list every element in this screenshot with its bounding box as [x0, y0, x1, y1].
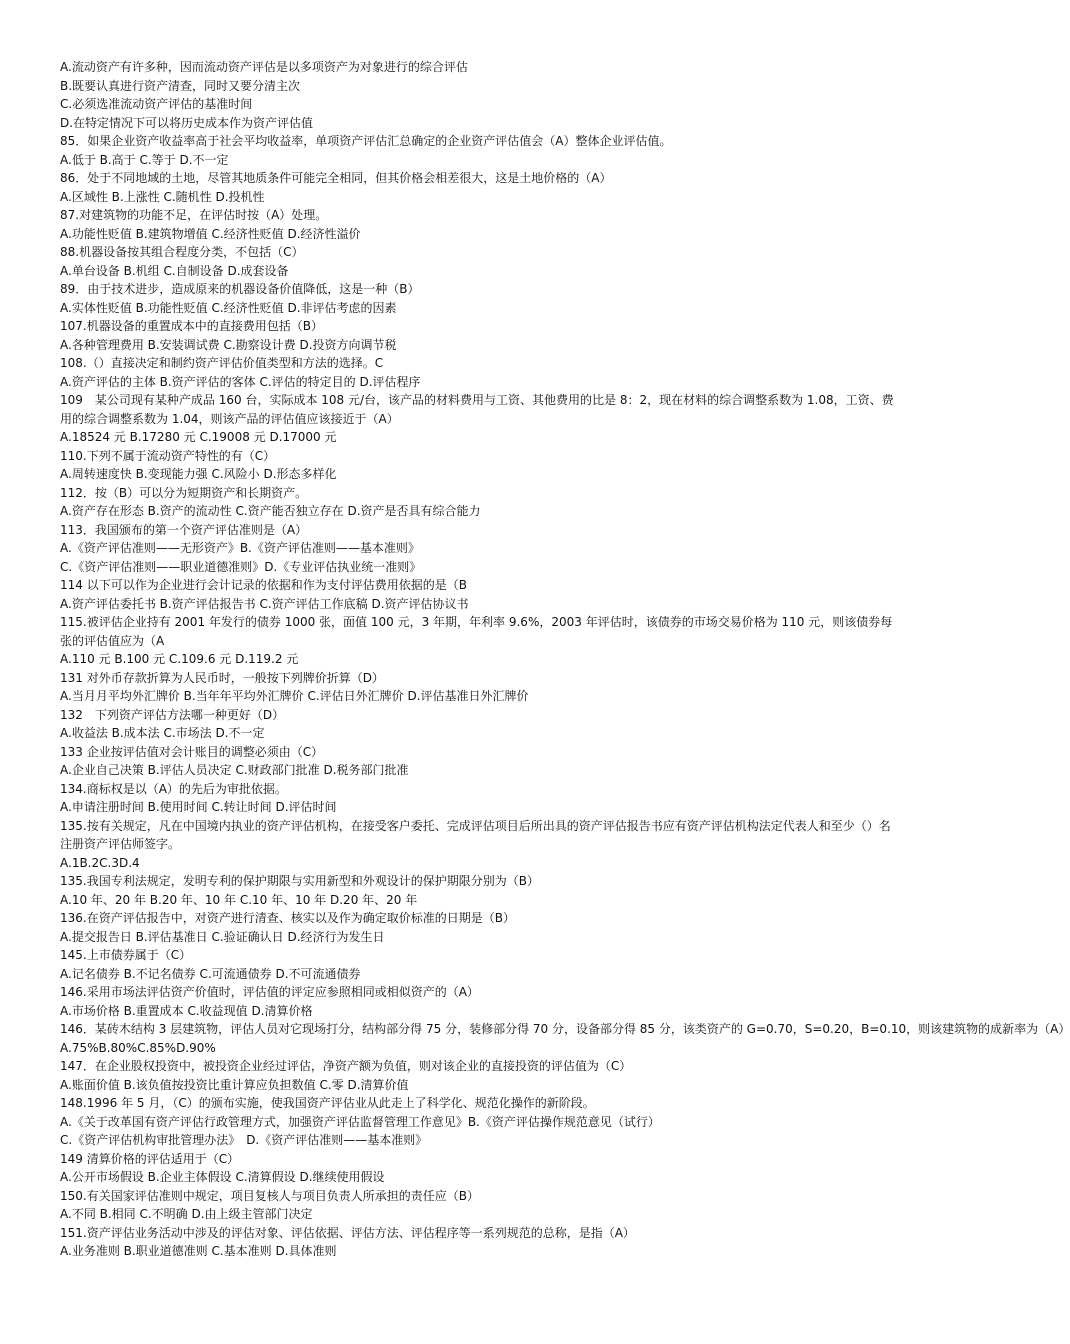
text-line: 110.下列不属于流动资产特性的有（C）: [60, 448, 276, 463]
text-line: 151.资产评估业务活动中涉及的评估对象、评估依据、评估方法、评估程序等一系列规范的总称，是指（A）: [60, 1225, 635, 1240]
text-line: A.《资产评估准则——无形资产》B.《资产评估准则——基本准则》: [60, 541, 420, 555]
text-line: 114 以下可以作为企业进行会计记录的依据和作为支付评估费用依据的是（B: [60, 578, 467, 592]
text-line: A.各种管理费用 B.安装调试费 C.勘察设计费 D.投资方向调节税: [60, 337, 397, 352]
text-line: A.单台设备 B.机组 C.自制设备 D.成套设备: [60, 263, 289, 278]
text-line: 133 企业按评估值对会计账目的调整必须由（C）: [60, 744, 324, 759]
text-line: A.公开市场假设 B.企业主体假设 C.清算假设 D.继续使用假设: [60, 1170, 385, 1184]
text-line: A.110 元 B.100 元 C.109.6 元 D.119.2 元: [60, 652, 299, 666]
text-line: A.提交报告日 B.评估基准日 C.验证确认日 D.经济行为发生日: [60, 929, 385, 944]
text-line: 115.被评估企业持有 2001 年发行的债券 1000 张，面值 100 元，3 年期，年利率 9.6%，2003 年评估时，该债券的市场交易价格为 110 元，则该债券每张的评估值应为（A: [60, 615, 893, 648]
text-line: 107.机器设备的重置成本中的直接费用包括（B）: [60, 319, 323, 333]
text-line: 135.按有关规定，凡在中国境内执业的资产评估机构，在接受客户委托、完成评估项目后所出具的资产评估报告书应有资产评估机构法定代表人和至少（）名注册资产评估师签字。: [60, 818, 891, 851]
text-line: 136.在资产评估报告中，对资产进行清查、核实以及作为确定取价标准的日期是（B）: [60, 911, 515, 925]
text-line: 131 对外币存款折算为人民币时，一般按下列牌价折算（D）: [60, 670, 384, 685]
document-page: [60, 58, 1070, 1261]
text-line: A.业务准则 B.职业道德准则 C.基本准则 D.具体准则: [60, 1244, 337, 1258]
text-line: A.资产存在形态 B.资产的流动性 C.资产能否独立存在 D.资产是否具有综合能力: [60, 504, 481, 518]
text-line: 147．在企业股权投资中，被投资企业经过评估，净资产额为负值，则对该企业的直接投资的评估值为（C）: [60, 1059, 632, 1073]
text-line: 146．某砖木结构 3 层建筑物，评估人员对它现场打分，结构部分得 75 分，装修部分得 70 分，设备部分得 85 分，该类资产的 G=0.70，S=0.20，B=0.10，则该建筑物的成新率为（A）: [60, 1022, 1070, 1036]
text-line: 88.机器设备按其组合程度分类，不包括（C）: [60, 245, 304, 259]
text-line: 108.（）直接决定和制约资产评估价值类型和方法的选择。C: [60, 356, 384, 370]
text-line: A.实体性贬值 B.功能性贬值 C.经济性贬值 D.非评估考虑的因素: [60, 300, 397, 315]
text-line: A.18524 元 B.17280 元 C.19008 元 D.17000 元: [60, 430, 337, 444]
text-line: 149 清算价格的评估适用于（C）: [60, 1151, 240, 1166]
text-line: A.低于 B.高于 C.等于 D.不一定: [60, 152, 229, 167]
text-line: B.既要认真进行资产清查，同时又要分清主次: [60, 78, 301, 93]
text-line: A.周转速度快 B.变现能力强 C.风险小 D.形态多样化: [60, 467, 337, 481]
text-line: A.不同 B.相同 C.不明确 D.由上级主管部门决定: [60, 1207, 313, 1221]
text-line: 148.1996 年 5 月，（C）的颁布实施，使我国资产评估业从此走上了科学化、规范化操作的新阶段。: [60, 1096, 595, 1110]
text-line: A.资产评估的主体 B.资产评估的客体 C.评估的特定目的 D.评估程序: [60, 374, 421, 389]
text-line: 145.上市债券属于（C）: [60, 948, 192, 962]
text-line: C.《资产评估机构审批管理办法》 D.《资产评估准则——基本准则》: [60, 1133, 428, 1147]
text-line: 146.采用市场法评估资产价值时，评估值的评定应参照相同或相似资产的（A）: [60, 985, 479, 999]
text-line: A.收益法 B.成本法 C.市场法 D.不一定: [60, 726, 265, 740]
text-line: A.记名债券 B.不记名债券 C.可流通债券 D.不可流通债券: [60, 966, 361, 981]
text-line: 85．如果企业资产收益率高于社会平均收益率，单项资产评估汇总确定的企业资产评估值会（A）整体企业评估值。: [60, 134, 672, 148]
text-line: A.75%B.80%C.85%D.90%: [60, 1040, 216, 1055]
text-line: A.10 年、20 年 B.20 年、10 年 C.10 年、10 年 D.20 年、20 年: [60, 892, 418, 907]
text-line: D.在特定情况下可以将历史成本作为资产评估值: [60, 115, 314, 130]
text-line: C.必须选准流动资产评估的基准时间: [60, 97, 253, 111]
text-line: A.申请注册时间 B.使用时间 C.转让时间 D.评估时间: [60, 800, 337, 814]
text-line: A.企业自己决策 B.评估人员决定 C.财政部门批准 D.税务部门批准: [60, 763, 409, 777]
text-line: 109 某公司现有某种产成品 160 台，实际成本 108 元/台，该产品的材料费用与工资、其他费用的比是 8：2，现在材料的综合调整系数为 1.08，工资、费用的综合调整系数为 1.04，则该产品的评估值应该接近于（A）: [60, 393, 894, 426]
text-line: A.资产评估委托书 B.资产评估报告书 C.资产评估工作底稿 D.资产评估协议书: [60, 596, 469, 611]
text-line: A.市场价格 B.重置成本 C.收益现值 D.清算价格: [60, 1003, 313, 1018]
text-line: 89．由于技术进步，造成原来的机器设备价值降低，这是一种（B）: [60, 282, 420, 296]
text-line: A.流动资产有许多种，因而流动资产评估是以多项资产为对象进行的综合评估: [60, 60, 468, 74]
text-line: 150.有关国家评估准则中规定，项目复核人与项目负责人所承担的责任应（B）: [60, 1188, 479, 1203]
text-line: 135.我国专利法规定，发明专利的保护期限与实用新型和外观设计的保护期限分别为（B）: [60, 874, 539, 888]
text-line: 87.对建筑物的功能不足，在评估时按（A）处理。: [60, 208, 328, 222]
text-line: A.1B.2C.3D.4: [60, 855, 140, 870]
text-line: A.当月月平均外汇牌价 B.当年年平均外汇牌价 C.评估日外汇牌价 D.评估基准日外汇牌价: [60, 689, 529, 703]
text-line: A.《关于改革国有资产评估行政管理方式，加强资产评估监督管理工作意见》B.《资产评估操作规范意见（试行）: [60, 1114, 660, 1129]
text-line: 113．我国颁布的第一个资产评估准则是（A）: [60, 522, 308, 537]
text-line: 134.商标权是以（A）的先后为审批依据。: [60, 781, 287, 796]
text-line: 86．处于不同地域的土地，尽管其地质条件可能完全相同，但其价格会相差很大，这是土地价格的（A）: [60, 171, 612, 185]
text-line: C.《资产评估准则——职业道德准则》D.《专业评估执业统一准则》: [60, 559, 422, 574]
text-line: A.区域性 B.上涨性 C.随机性 D.投机性: [60, 189, 265, 204]
text-line: A.功能性贬值 B.建筑物增值 C.经济性贬值 D.经济性溢价: [60, 226, 361, 241]
text-line: A.账面价值 B.该负值按投资比重计算应负担数值 C.零 D.清算价值: [60, 1077, 409, 1092]
text-line: 112．按（B）可以分为短期资产和长期资产。: [60, 485, 308, 500]
text-line: 132 下列资产评估方法哪一种更好（D）: [60, 707, 285, 722]
